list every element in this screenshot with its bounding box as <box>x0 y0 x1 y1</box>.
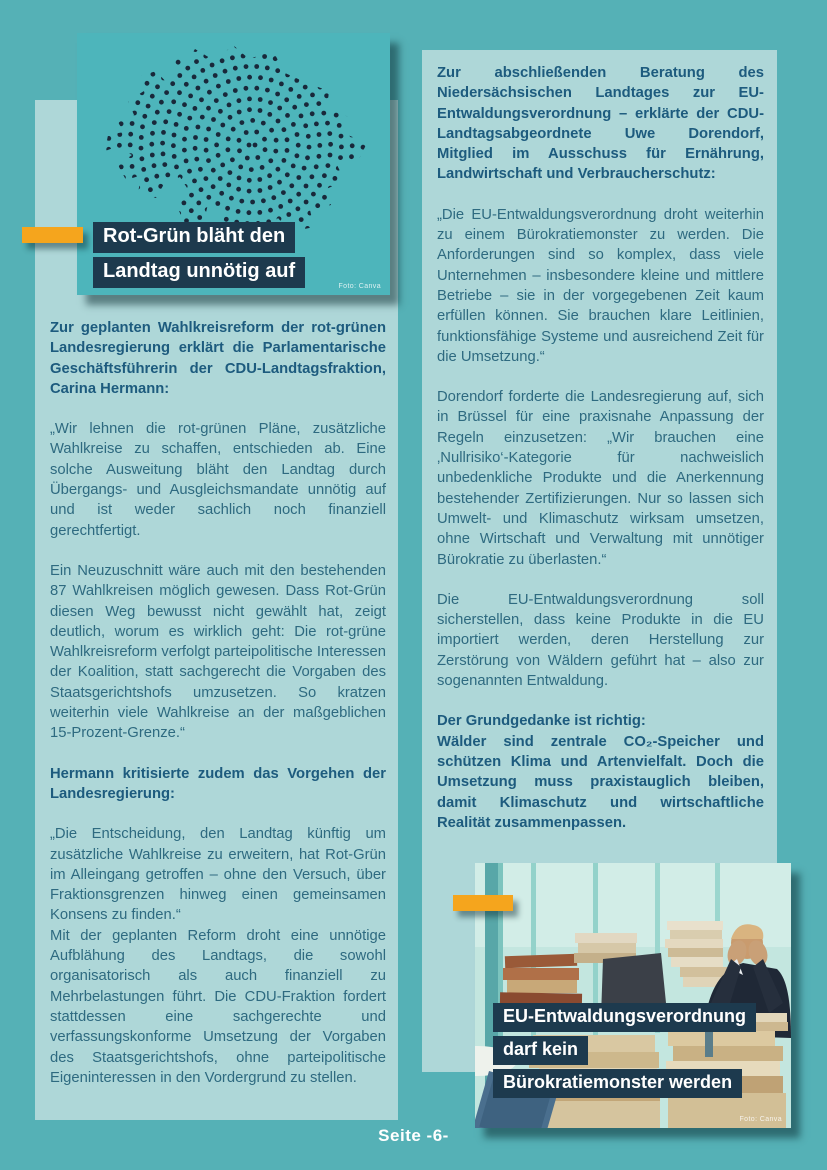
bottom-image-credit: Foto: Canva <box>739 1116 782 1123</box>
accent-bar-top <box>22 227 83 243</box>
buerokratie-photo <box>475 863 791 1128</box>
top-image-title-line2: Landtag unnötig auf <box>93 257 305 288</box>
right-paragraph-3: Die EU-Entwaldungsverordnung soll sicherstellen, dass keine Produkte in die EU importiert werden, deren Herstellung zur Zerstörung von Wäldern geführt hat – also zur sogenannten Entwaldung. <box>437 591 764 690</box>
left-paragraph-2: Ein Neuzuschnitt wäre auch mit den bestehenden 87 Wahlkreisen möglich gewesen. Dass Rot-Grün diesen Weg bewusst nicht gewählt hat, zeigt deutlich, worum es wirklich geht: Die rot-grüne Wahlkreisreform verfolgt parteipolitische Interessen der Koalition, statt sachgerecht die Vorgaben des Staatsgerichtshofs umzusetzen. So kratzen weiterhin viele Wahlkreise an der maßgeblichen 15-Prozent-Grenze.“ <box>50 562 386 742</box>
left-column-text <box>50 318 386 1088</box>
left-paragraph-1: „Wir lehnen die rot-grünen Pläne, zusätzliche Wahlkreise zu schaffen, entschieden ab. Eine solche Ausweitung bläht den Landtag durch Übergangs- und Ausgleichsmandate unnötig auf und ist weder sachlich noch finanziell gerechtfertigt. <box>50 421 386 539</box>
accent-bar-bottom <box>453 895 513 911</box>
left-intro: Zur geplanten Wahlkreisreform der rot-grünen Landesregierung erklärt die Parlamentarische Geschäftsführerin der CDU-Landtagsfraktion, Carina Hermann: <box>50 320 386 397</box>
page-number: Seite -6- <box>378 1126 449 1145</box>
bottom-image-title-line3: Bürokratiemonster werden <box>493 1069 742 1098</box>
top-image-title <box>93 222 305 292</box>
bottom-image-title-line1: EU-Entwaldungsverordnung <box>493 1003 756 1032</box>
right-paragraph-4: Wälder sind zentrale CO₂-Speicher und schützen Klima und Artenvielfalt. Doch die Umsetzung muss praxistauglich bleiben, damit Klimaschutz und wirtschaftliche Realität zusammenpassen. <box>437 733 764 831</box>
right-intro: Zur abschließenden Beratung des Niedersächsischen Landtages zur EU-Entwaldungsverordnung – erklärte der CDU-Landtagsabgeordnete Uwe Dorendorf, Mitglied im Ausschuss für Ernährung, Landwirtschaft und Verbraucherschutz: <box>437 65 764 183</box>
left-paragraph-4: Mit der geplanten Reform droht eine unnötige Aufblähung des Landtags, die sowohl organisatorisch als auch finanziell zu Mehrbelastungen führt. Die CDU-Fraktion fordert stattdessen eine sachgerechte und verfassungskonforme Umsetzung der Vorgaben des Staatsgerichtshofs, ohne parteipolitische Eigeninteressen in den Vordergrund zu stellen. <box>50 927 386 1086</box>
left-subhead: Hermann kritisierte zudem das Vorgehen der Landesregierung: <box>50 765 386 802</box>
right-paragraph-1: „Die EU-Entwaldungsverordnung droht weiterhin zu einem Bürokratiemonster zu werden. Die Anforderungen sind so komplex, dass viele Unternehmen – insbesondere kleine und mittlere Betriebe – sie in der vorgegebenen Zeit kaum erfüllen können. Sie brauchen klare Leitlinien, funktionsfähige Systeme und ausreichend Zeit für die Umsetzung.“ <box>437 206 764 365</box>
bottom-image-title <box>493 1003 756 1102</box>
right-subhead: Der Grundgedanke ist richtig: <box>437 713 646 730</box>
bottom-image-title-line2: darf kein <box>493 1036 588 1065</box>
landtag-dot-map-image <box>77 33 390 295</box>
right-column-text <box>437 63 764 833</box>
top-image-credit: Foto: Canva <box>338 283 381 290</box>
left-paragraph-3: „Die Entscheidung, den Landtag künftig um zusätzliche Wahlkreise zu erweitern, hat Rot-Grün im Alleingang getroffen – ohne den Versuch, über Fraktionsgrenzen hinweg einen gemeinsamen Konsens zu finden.“ <box>50 826 386 924</box>
right-paragraph-2: Dorendorf forderte die Landesregierung auf, sich in Brüssel für eine praxisnahe Anpassung der Regeln einzusetzen: „Wir brauchen eine ‚Nullrisiko‘-Kategorie für nachweislich unbedenkliche Produkte und die Anerkennung bestehender Zertifizierungen. Nur so lassen sich Umwelt- und Klimaschutz wirksam umsetzen, ohne Wirtschaft und Verwaltung mit unnötiger Bürokratie zu überlasten.“ <box>437 389 764 568</box>
top-image-title-line1: Rot-Grün bläht den <box>93 222 295 253</box>
